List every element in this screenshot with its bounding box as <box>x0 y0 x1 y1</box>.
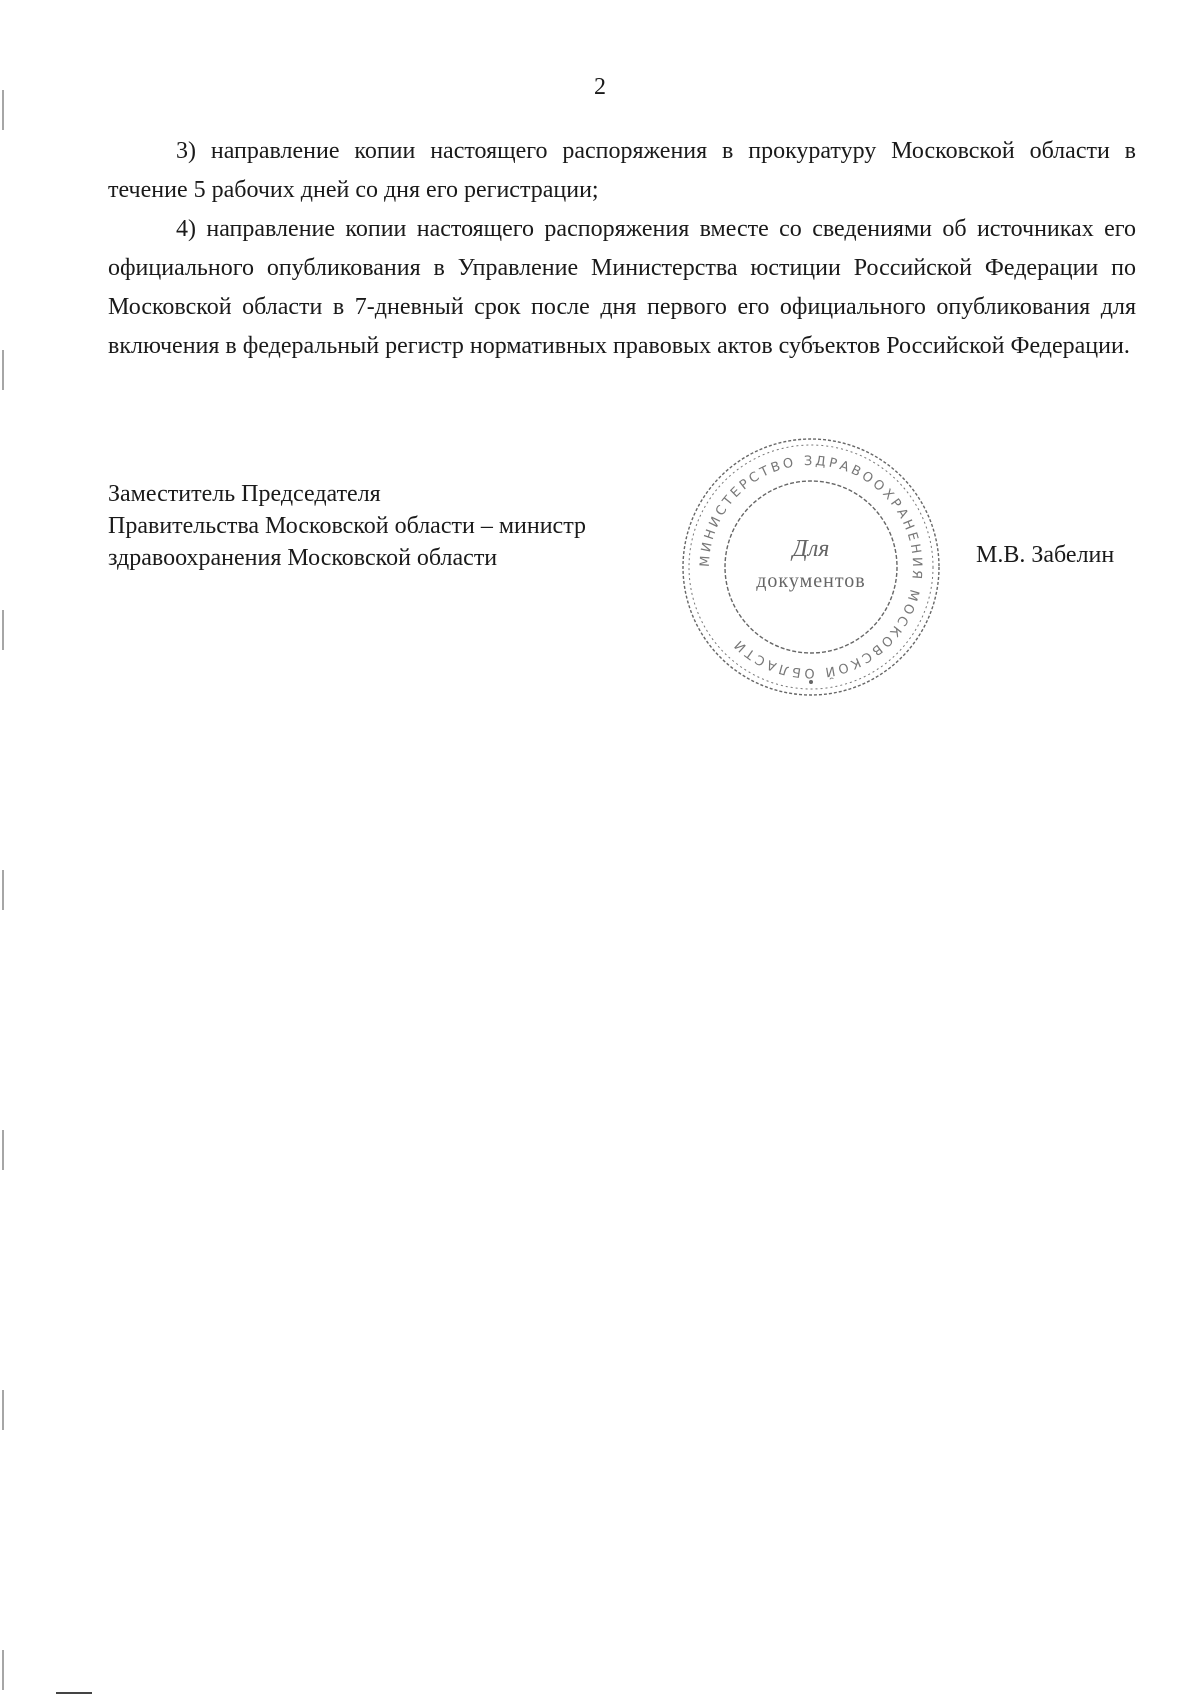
signatory-position <box>108 478 586 574</box>
svg-text:Для: Для <box>792 536 830 562</box>
svg-text:МИНИСТЕРСТВО ЗДРАВООХРАНЕНИЯ М: МИНИСТЕРСТВО ЗДРАВООХРАНЕНИЯ МОСКОВСКОЙ ОБЛАСТИ <box>697 453 925 681</box>
scan-bottom-artifact <box>56 1692 92 1694</box>
seal-icon <box>676 432 946 702</box>
signatory-name: М.В. Забелин <box>976 542 1115 568</box>
paragraph-item-4: 4) направление копии настоящего распоряжения вместе со сведениями об источниках его официального опубликования в Управление Министерства юстиции Российской Федерации по Московской области в 7-дневный срок после дня первого его официального опубликования для включения в федеральный регистр нормативных правовых актов субъектов Российской Федерации. <box>108 216 1136 359</box>
page-number: 2 <box>594 74 606 100</box>
document-body <box>108 132 1136 366</box>
svg-text:документов: документов <box>756 570 866 592</box>
signatory-position-line: здравоохранения Московской области <box>108 545 498 571</box>
scan-edge-artifact <box>2 0 4 1698</box>
signatory-position-line: Правительства Московской области – министр <box>108 513 586 539</box>
official-seal <box>676 432 946 702</box>
signatory-position-line: Заместитель Председателя <box>108 481 381 507</box>
paragraph-item-3: 3) направление копии настоящего распоряжения в прокуратуру Московской области в течение 5 рабочих дней со дня его регистрации; <box>108 138 1136 203</box>
